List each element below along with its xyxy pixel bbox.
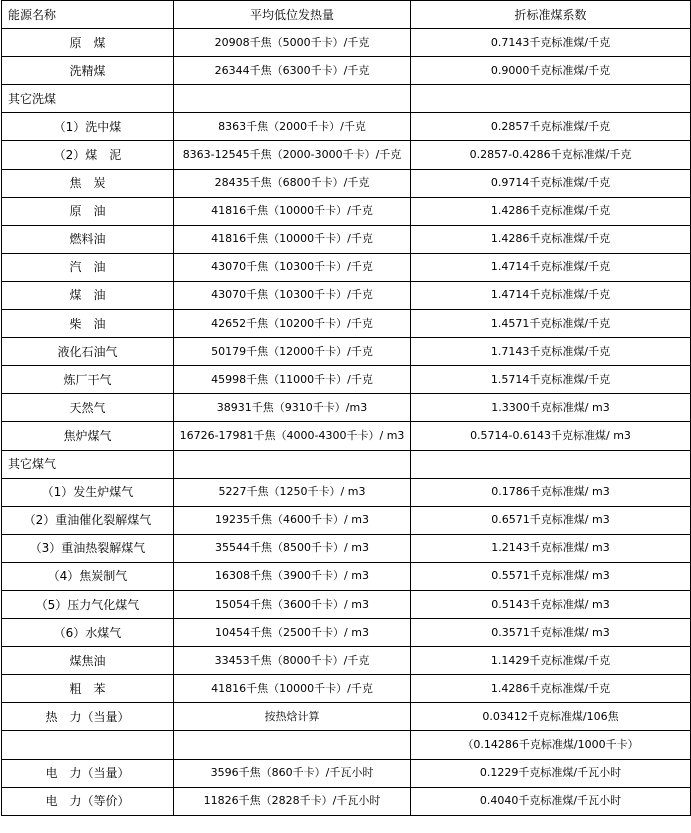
- table-row: [2, 562, 691, 590]
- energy-name-cell: 热 力（当量）: [2, 703, 174, 731]
- heat-value-cell: 15054千焦（3600千卡）/ m3: [174, 590, 411, 618]
- table-row: [2, 281, 691, 309]
- coefficient-cell: [411, 85, 691, 113]
- coefficient-cell: 1.4286千克标准煤/千克: [411, 197, 691, 225]
- energy-name-cell: （6）水煤气: [2, 619, 174, 647]
- heat-value-cell: 11826千焦（2828千卡）/千瓦小时: [174, 787, 411, 815]
- table-row: [2, 590, 691, 618]
- coefficient-cell: 0.5143千克标准煤/ m3: [411, 590, 691, 618]
- header-heat-value: 平均低位发热量: [174, 1, 411, 29]
- heat-value-cell: 35544千焦（8500千卡）/ m3: [174, 534, 411, 562]
- coefficient-cell: 0.1229千克标准煤/千瓦小时: [411, 759, 691, 787]
- heat-value-cell: 10454千焦（2500千卡）/ m3: [174, 619, 411, 647]
- energy-name-cell: 汽 油: [2, 253, 174, 281]
- energy-name-cell: 粗 苯: [2, 675, 174, 703]
- coefficient-cell: （0.14286千克标准煤/1000千卡）: [411, 731, 691, 759]
- table-row: [2, 225, 691, 253]
- energy-name-cell: （2）煤 泥: [2, 141, 174, 169]
- energy-name-cell: 柴 油: [2, 310, 174, 338]
- coefficient-cell: 0.7143千克标准煤/千克: [411, 29, 691, 57]
- energy-name-cell: 煤 油: [2, 281, 174, 309]
- table-row: [2, 647, 691, 675]
- coefficient-cell: 1.5714千克标准煤/千克: [411, 366, 691, 394]
- coefficient-cell: 0.03412千克标准煤/106焦: [411, 703, 691, 731]
- energy-name-cell: 焦 炭: [2, 169, 174, 197]
- energy-name-cell: （3）重油热裂解煤气: [2, 534, 174, 562]
- energy-name-cell: 原 煤: [2, 29, 174, 57]
- heat-value-cell: 3596千焦（860千卡）/千瓦小时: [174, 759, 411, 787]
- coefficient-cell: 1.3300千克标准煤/ m3: [411, 394, 691, 422]
- heat-value-cell: 45998千焦（11000千卡）/千克: [174, 366, 411, 394]
- table-row: [2, 675, 691, 703]
- coefficient-cell: 1.4714千克标准煤/千克: [411, 253, 691, 281]
- energy-name-cell: 炼厂干气: [2, 366, 174, 394]
- coefficient-cell: 1.7143千克标准煤/千克: [411, 338, 691, 366]
- energy-name-cell: 原 油: [2, 197, 174, 225]
- energy-name-cell: 电 力（当量）: [2, 759, 174, 787]
- coefficient-cell: 0.2857千克标准煤/千克: [411, 113, 691, 141]
- coefficient-cell: 0.3571千克标准煤/ m3: [411, 619, 691, 647]
- energy-name-cell: 其它洗煤: [2, 85, 174, 113]
- coefficient-cell: 0.9000千克标准煤/千克: [411, 57, 691, 85]
- heat-value-cell: 42652千焦（10200千卡）/千克: [174, 310, 411, 338]
- energy-name-cell: 洗精煤: [2, 57, 174, 85]
- table-row: [2, 731, 691, 759]
- table-row: [2, 450, 691, 478]
- heat-value-cell: [174, 85, 411, 113]
- energy-name-cell: 液化石油气: [2, 338, 174, 366]
- energy-name-cell: 煤焦油: [2, 647, 174, 675]
- table-row: [2, 787, 691, 815]
- energy-name-cell: 其它煤气: [2, 450, 174, 478]
- coefficient-cell: 0.1786千克标准煤/ m3: [411, 478, 691, 506]
- energy-name-cell: （2）重油催化裂解煤气: [2, 506, 174, 534]
- heat-value-cell: 20908千焦（5000千卡）/千克: [174, 29, 411, 57]
- energy-name-cell: 电 力（等价）: [2, 787, 174, 815]
- table-row: [2, 169, 691, 197]
- table-row: [2, 366, 691, 394]
- heat-value-cell: 按热焓计算: [174, 703, 411, 731]
- energy-name-cell: （1）洗中煤: [2, 113, 174, 141]
- coefficient-cell: 0.4040千克标准煤/千瓦小时: [411, 787, 691, 815]
- energy-name-cell: （4）焦炭制气: [2, 562, 174, 590]
- table-row: [2, 113, 691, 141]
- table-row: [2, 478, 691, 506]
- coefficient-cell: 1.4286千克标准煤/千克: [411, 675, 691, 703]
- energy-conversion-table: [1, 0, 691, 816]
- energy-name-cell: 燃料油: [2, 225, 174, 253]
- heat-value-cell: 33453千焦（8000千卡）/千克: [174, 647, 411, 675]
- coefficient-cell: [411, 450, 691, 478]
- coefficient-cell: 1.2143千克标准煤/ m3: [411, 534, 691, 562]
- heat-value-cell: 43070千焦（10300千卡）/千克: [174, 253, 411, 281]
- table-row: [2, 394, 691, 422]
- heat-value-cell: 41816千焦（10000千卡）/千克: [174, 675, 411, 703]
- heat-value-cell: 50179千焦（12000千卡）/千克: [174, 338, 411, 366]
- heat-value-cell: 26344千焦（6300千卡）/千克: [174, 57, 411, 85]
- heat-value-cell: 5227千焦（1250千卡）/ m3: [174, 478, 411, 506]
- heat-value-cell: 41816千焦（10000千卡）/千克: [174, 197, 411, 225]
- table-row: [2, 338, 691, 366]
- energy-name-cell: 焦炉煤气: [2, 422, 174, 450]
- coefficient-cell: 0.9714千克标准煤/千克: [411, 169, 691, 197]
- table-row: [2, 29, 691, 57]
- coefficient-cell: 1.1429千克标准煤/千克: [411, 647, 691, 675]
- table-row: [2, 85, 691, 113]
- coefficient-cell: 1.4714千克标准煤/千克: [411, 281, 691, 309]
- table-body: [2, 1, 691, 816]
- coefficient-cell: 1.4286千克标准煤/千克: [411, 225, 691, 253]
- table-row: [2, 197, 691, 225]
- heat-value-cell: 8363-12545千焦（2000-3000千卡）/千克: [174, 141, 411, 169]
- heat-value-cell: 41816千焦（10000千卡）/千克: [174, 225, 411, 253]
- coefficient-cell: 0.2857-0.4286千克标准煤/千克: [411, 141, 691, 169]
- energy-name-cell: （1）发生炉煤气: [2, 478, 174, 506]
- energy-name-cell: （5）压力气化煤气: [2, 590, 174, 618]
- table-row: [2, 703, 691, 731]
- energy-name-cell: 天然气: [2, 394, 174, 422]
- coefficient-cell: 0.6571千克标准煤/ m3: [411, 506, 691, 534]
- heat-value-cell: 19235千焦（4600千卡）/ m3: [174, 506, 411, 534]
- coefficient-cell: 0.5714-0.6143千克标准煤/ m3: [411, 422, 691, 450]
- table-row: [2, 759, 691, 787]
- heat-value-cell: 8363千焦（2000千卡）/千克: [174, 113, 411, 141]
- table-row: [2, 422, 691, 450]
- header-energy-name: 能源名称: [2, 1, 174, 29]
- energy-name-cell: [2, 731, 174, 759]
- coefficient-cell: 1.4571千克标准煤/千克: [411, 310, 691, 338]
- heat-value-cell: 28435千焦（6800千卡）/千克: [174, 169, 411, 197]
- table-row: [2, 506, 691, 534]
- table-row: [2, 534, 691, 562]
- heat-value-cell: 16726-17981千焦（4000-4300千卡）/ m3: [174, 422, 411, 450]
- heat-value-cell: 38931千焦（9310千卡）/m3: [174, 394, 411, 422]
- table-header-row: [2, 1, 691, 29]
- heat-value-cell: [174, 731, 411, 759]
- table-row: [2, 619, 691, 647]
- header-coefficient: 折标准煤系数: [411, 1, 691, 29]
- table-row: [2, 310, 691, 338]
- table-row: [2, 141, 691, 169]
- heat-value-cell: 43070千焦（10300千卡）/千克: [174, 281, 411, 309]
- table-row: [2, 57, 691, 85]
- heat-value-cell: 16308千焦（3900千卡）/ m3: [174, 562, 411, 590]
- coefficient-cell: 0.5571千克标准煤/ m3: [411, 562, 691, 590]
- heat-value-cell: [174, 450, 411, 478]
- table-row: [2, 253, 691, 281]
